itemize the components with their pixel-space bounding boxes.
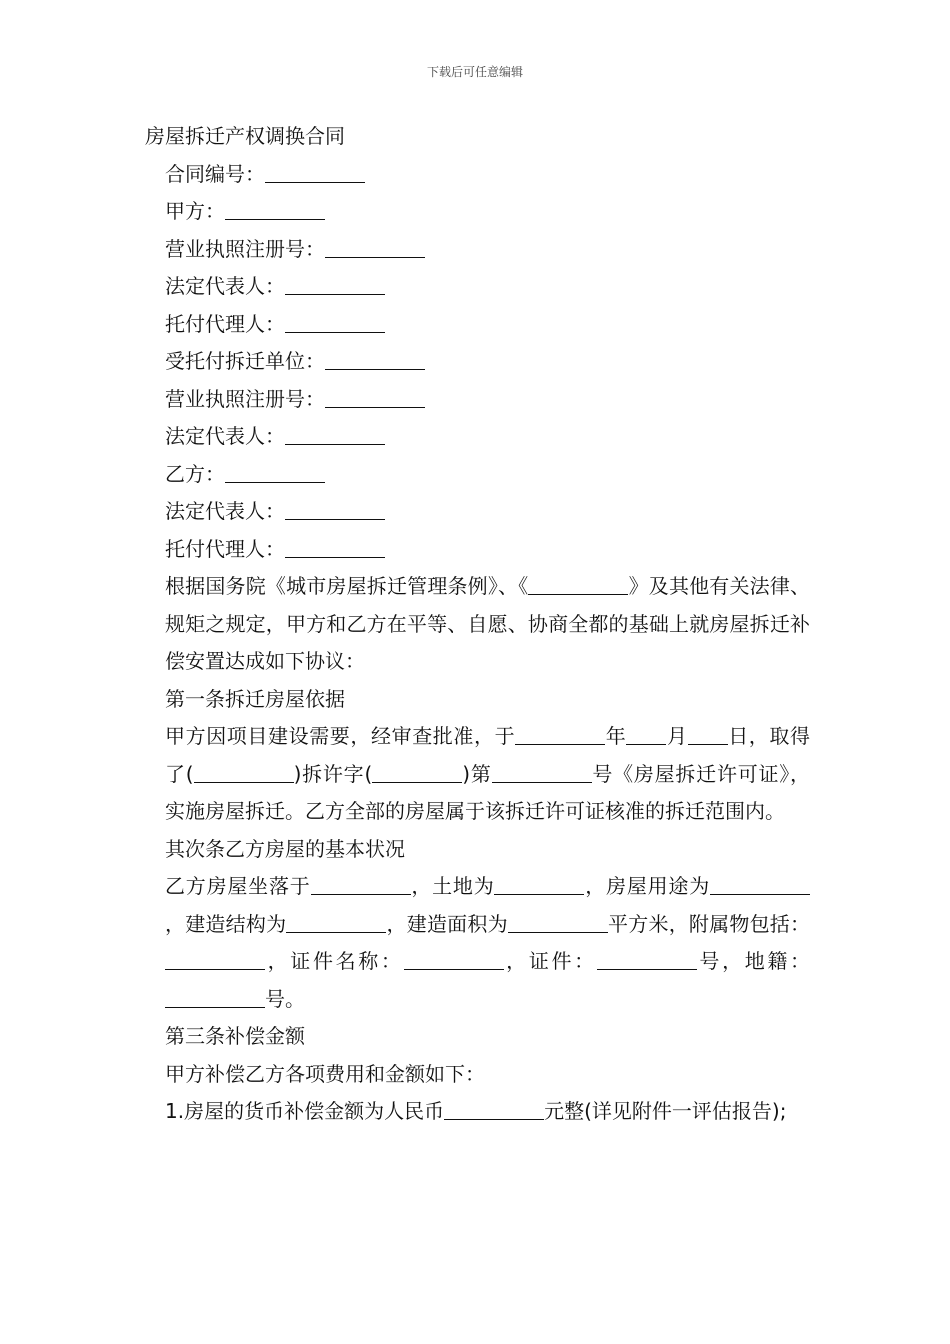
text-span: 月 xyxy=(666,724,688,748)
field-license-number-2 xyxy=(145,381,810,419)
text-span: 》及其他有关法律、规矩之规定，甲方和乙方在平等、自愿、协商全都的基础上就房屋拆迁补偿安置达成如下协议： xyxy=(165,574,811,673)
field-agent-2 xyxy=(145,531,810,569)
blank-line xyxy=(225,460,325,483)
article-1-heading: 第一条拆迁房屋依据 xyxy=(165,686,345,711)
blank-line xyxy=(285,497,385,520)
article-3-item-1 xyxy=(145,1093,810,1131)
text-span: 平方米，附属物包括： xyxy=(607,911,811,936)
text-span: ，证件： xyxy=(503,949,597,973)
field-label: 法定代表人： xyxy=(165,499,285,523)
field-label: 营业执照注册号： xyxy=(165,386,325,411)
text-span: ，建造结构为 xyxy=(165,911,287,936)
blank-line xyxy=(286,910,386,933)
blank-line xyxy=(311,872,411,895)
blank-line xyxy=(494,872,584,895)
blank-line xyxy=(710,872,810,895)
preamble-paragraph xyxy=(145,568,810,681)
blank-line xyxy=(165,947,265,970)
field-agent xyxy=(145,306,810,344)
text-span: ，土地为 xyxy=(410,874,495,898)
blank-line xyxy=(285,310,385,333)
blank-line xyxy=(597,947,697,970)
field-label: 法定代表人： xyxy=(165,274,285,298)
field-label: 托付代理人： xyxy=(165,311,285,336)
blank-line xyxy=(372,760,462,783)
text-span: 元整(详见附件一评估报告); xyxy=(544,1099,787,1123)
article-2-heading: 其次条乙方房屋的基本状况 xyxy=(165,836,405,861)
article-3-heading: 第三条补偿金额 xyxy=(165,1024,305,1048)
text-span: 乙方房屋坐落于 xyxy=(165,874,311,898)
blank-line xyxy=(508,910,608,933)
contract-document xyxy=(145,118,810,1131)
text-span: 号，地籍： xyxy=(696,949,811,973)
field-legal-rep-3 xyxy=(145,493,810,531)
text-span: 1.房屋的货币补偿金额为人民币 xyxy=(165,1099,445,1123)
blank-line xyxy=(528,572,628,595)
text-span: ，建造面积为 xyxy=(386,911,508,936)
blank-line xyxy=(265,160,365,183)
blank-line xyxy=(194,760,294,783)
field-label: 合同编号： xyxy=(165,161,265,186)
blank-line xyxy=(444,1097,544,1120)
field-contract-number xyxy=(145,156,810,194)
field-party-a xyxy=(145,193,810,231)
text-span: )第 xyxy=(462,761,492,786)
blank-line xyxy=(285,272,385,295)
article-3-intro: 甲方补偿乙方各项费用和金额如下： xyxy=(165,1061,485,1086)
field-legal-rep xyxy=(145,268,810,306)
blank-line xyxy=(515,722,605,745)
field-license-number xyxy=(145,231,810,269)
text-span: 甲方因项目建设需要，经审查批准，于 xyxy=(165,724,516,748)
text-span: ，证件名称： xyxy=(265,949,404,973)
field-label: 受托付拆迁单位： xyxy=(165,349,325,373)
field-label: 法定代表人： xyxy=(165,424,285,448)
article-2-paragraph xyxy=(145,868,810,1018)
header-watermark: 下载后可任意编辑 xyxy=(426,65,523,79)
blank-line xyxy=(225,197,325,220)
field-entrusted-unit xyxy=(145,343,810,381)
field-party-b xyxy=(145,456,810,494)
text-span: ，房屋用途为 xyxy=(584,874,711,898)
doc-title: 房屋拆迁产权调换合同 xyxy=(145,124,345,148)
text-span: )拆许字( xyxy=(293,761,373,786)
blank-line xyxy=(325,347,425,370)
field-label: 托付代理人： xyxy=(165,536,285,561)
blank-line xyxy=(165,985,265,1008)
blank-line xyxy=(325,385,425,408)
field-label: 乙方： xyxy=(165,461,225,486)
blank-line xyxy=(492,760,592,783)
blank-line xyxy=(285,422,385,445)
text-span: 号《房屋拆迁许可证》，实施房屋拆迁。乙方全部的房屋属于该拆迁许可证核准的拆迁范围内。 xyxy=(165,761,811,823)
blank-line xyxy=(688,722,728,745)
field-label: 甲方： xyxy=(165,199,225,223)
field-legal-rep-2 xyxy=(145,418,810,456)
text-span: 号。 xyxy=(265,986,305,1011)
blank-line xyxy=(325,235,425,258)
blank-line xyxy=(626,722,666,745)
text-span: 年 xyxy=(605,724,627,748)
blank-line xyxy=(285,535,385,558)
field-label: 营业执照注册号： xyxy=(165,236,325,261)
blank-line xyxy=(404,947,504,970)
text-span: 根据国务院《城市房屋拆迁管理条例》、《 xyxy=(165,574,529,598)
article-1-paragraph xyxy=(145,718,810,831)
text-span: 日，取得了( xyxy=(165,724,811,786)
